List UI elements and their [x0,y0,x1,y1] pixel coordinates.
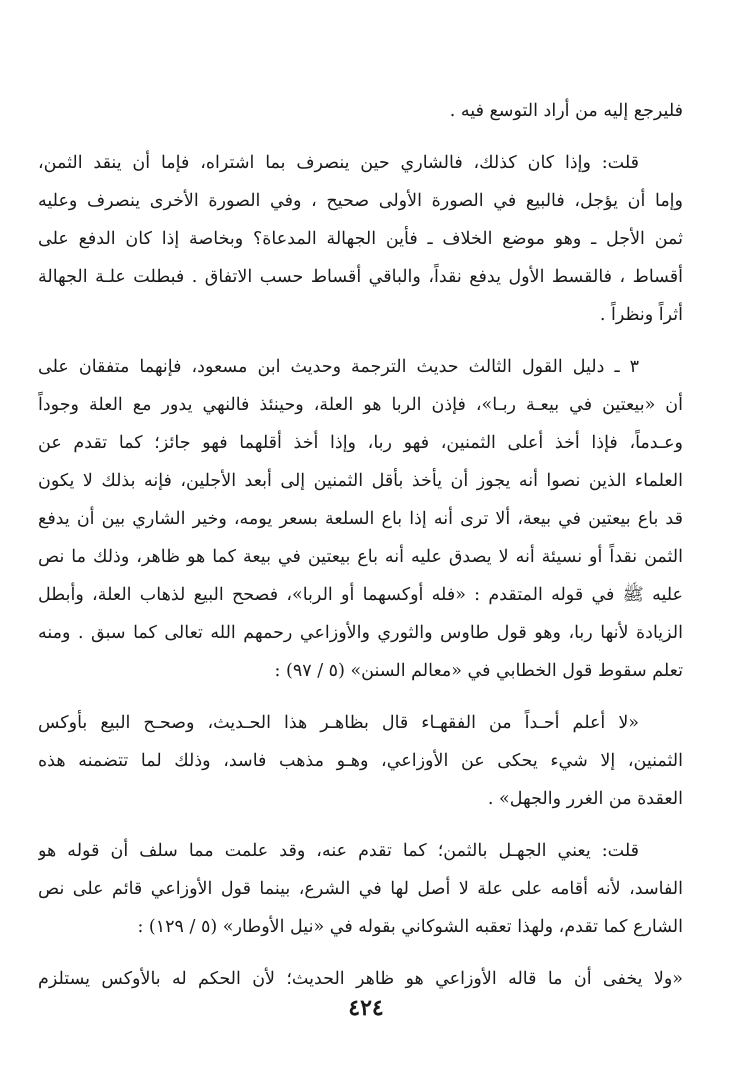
text-line: ٣ ـ دليل القول الثالث حديث الترجمة وحديث ابن مسعود، فإنهما متفقان على [38,357,639,377]
text-line: وعـدماً، فإذا أخذ أعلى الثمنين، فهو ربا، وإذا أخذ أقلهما فهو جائز؛ كما تقدم عن [38,433,683,453]
text-line: تعلم سقوط قول الخطابي في «معالم السنن» (٥ / ٩٧) : [274,661,683,681]
text-line: الثمنين، إلا شيء يحكى عن الأوزاعي، وهـو مذهب فاسد، وذلك لما تتضمنه هذه [38,751,683,771]
text-line: العلماء الذين نصوا أنه يجوز أن يأخذ بأقل الثمنين إلى أبعد الأجلين، فإنه بذلك لا يكون [38,471,683,491]
text-line: فليرجع إليه من أراد التوسع فيه . [449,101,683,121]
paragraph-comment-2 [38,832,683,946]
text-line: أقساط ، فالقسط الأول يدفع نقداً، والباقي أقساط حسب الاتفاق . فبطلت علـة الجهالة [38,267,683,287]
text-line: عليه ﷺ في قوله المتقدم : «فله أوكسهما أو الربا»، فصحح البيع لذهاب العلة، وأبطل [38,585,683,605]
text-line: الزيادة لأنها ربا، وهو قول طاوس والثوري والأوزاعي رحمهم الله تعالى كما سبق . ومنه [38,623,683,643]
text-line: قد باع بيعتين في بيعة، ألا ترى أنه إذا باع السلعة بسعر يومه، وخير الشاري بين أن يدفع [38,509,683,529]
text-line: أن «بيعتين في بيعـة ربـا»، فإذن الربا هو العلة، وحينئذ فالنهي يدور مع العلة وجوداً [38,395,683,415]
text-line: الشارع كما تقدم، ولهذا تعقبه الشوكاني بقوله في «نيل الأوطار» (٥ / ١٢٩) : [137,917,683,937]
text-line: «لا أعلم أحـداً من الفقهـاء قال بظاهـر هذا الحـديث، وصحـح البيع بأوكس [38,713,639,733]
page-number: ٤٢٤ [348,995,384,1021]
paragraph-intro [38,92,683,130]
paragraph-khattabi-quote [38,704,683,818]
text-line: الثمن نقداً أو نسيئة أنه لا يصدق عليه أنه باع بيعتين في بيعة كما هو ظاهر، وذلك ما نص [38,547,683,567]
text-line: «ولا يخفى أن ما قاله الأوزاعي هو ظاهر الحديث؛ لأن الحكم له بالأوكس يستلزم [38,969,683,989]
text-line: ثمن الأجل ـ وهو موضع الخلاف ـ فأين الجهالة المدعاة؟ وبخاصة إذا كان الدفع على [38,229,683,249]
text-line: الفاسد، لأنه أقامه على علة لا أصل لها في الشرع، بينما قول الأوزاعي قائم على نص [38,879,683,899]
paragraph-comment-1 [38,144,683,334]
page-body [38,92,683,1072]
text-line: وإما أن يؤجل، فالبيع في الصورة الأولى صحيح ، وفي الصورة الأخرى ينصرف وعليه [38,191,683,211]
text-line: قلت: وإذا كان كذلك، فالشاري حين ينصرف بما اشتراه، فإما أن ينقد الثمن، [38,153,639,173]
paragraph-evidence-3 [38,348,683,690]
paragraph-shawkani-quote [38,960,683,998]
text-line: قلت: يعني الجهـل بالثمن؛ كما تقدم عنه، وقد علمت مما سلف أن قوله هو [38,841,639,861]
text-line: العقدة من الغرر والجهل» . [487,789,683,809]
text-line: أثراً ونظراً . [599,305,683,325]
